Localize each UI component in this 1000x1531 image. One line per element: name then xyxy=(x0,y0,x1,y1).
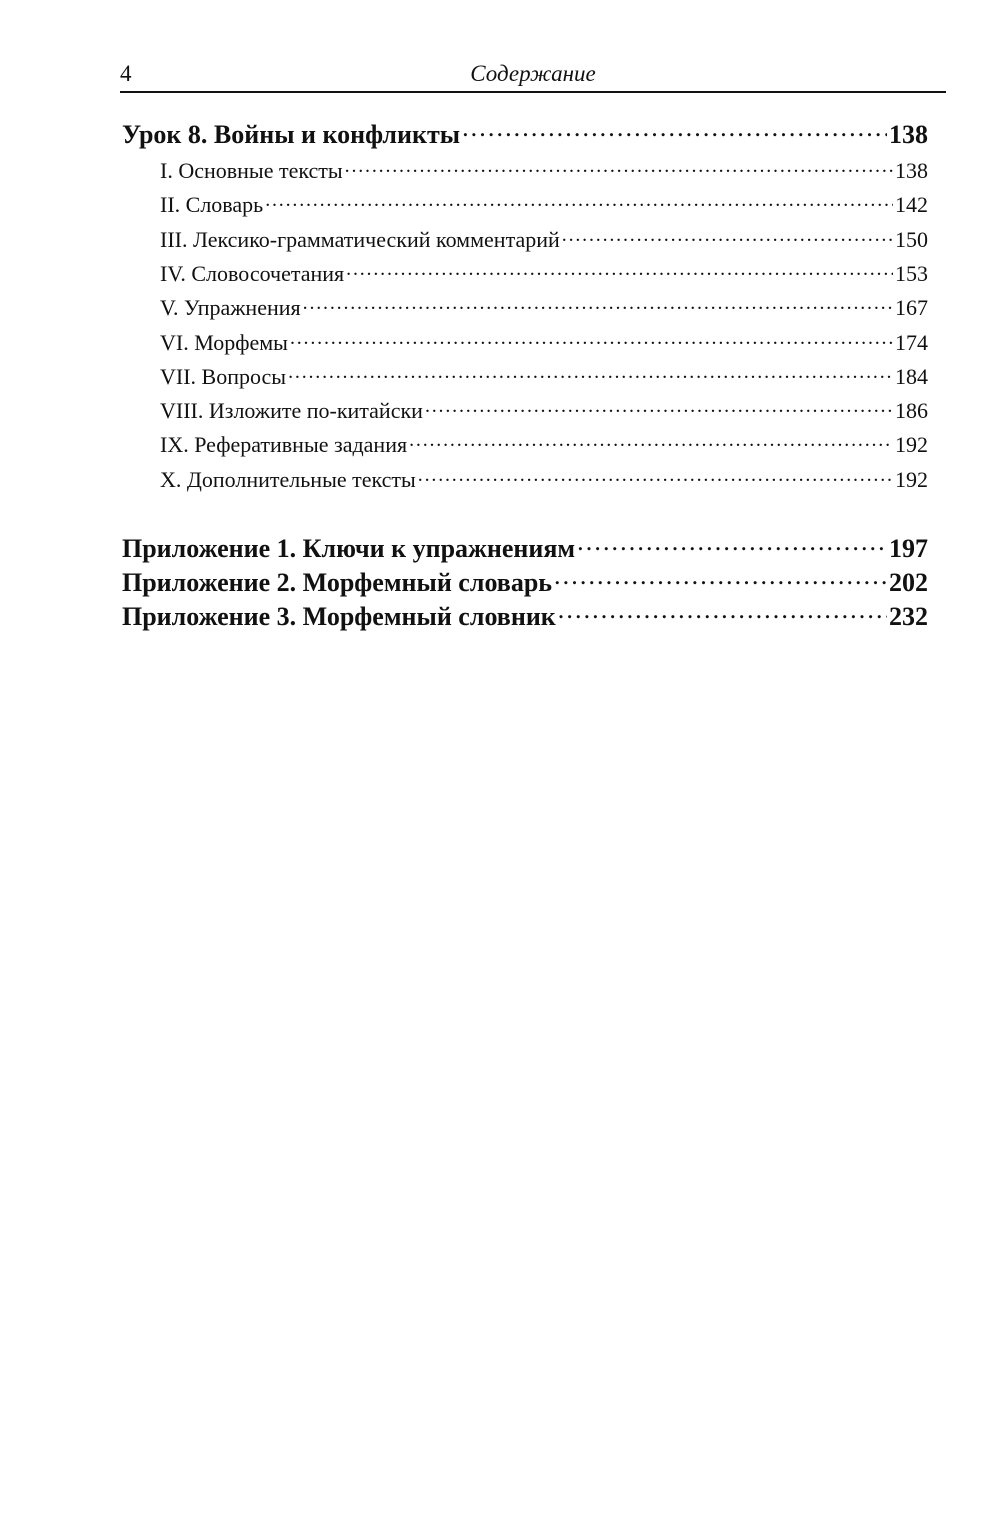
toc-entry-page: 202 xyxy=(889,568,928,597)
toc-section-entry xyxy=(160,396,928,424)
toc-entry-page: 153 xyxy=(895,261,928,286)
toc-entry-label: IX. Реферативные задания xyxy=(160,432,408,457)
dot-leader xyxy=(303,293,893,315)
dot-leader xyxy=(562,225,893,247)
toc-entry-page: 150 xyxy=(895,227,928,252)
toc-appendix-entry xyxy=(122,531,928,564)
header-rule xyxy=(120,91,946,93)
toc-entry-label: I. Основные тексты xyxy=(160,158,343,183)
toc-appendix-entry xyxy=(122,599,928,632)
toc-entry-label: VIII. Изложите по-китайски xyxy=(160,398,423,423)
toc-section-entry xyxy=(160,156,928,184)
toc-entry-page: 142 xyxy=(895,192,928,217)
toc-entry-page: 174 xyxy=(895,330,928,355)
dot-leader xyxy=(554,565,887,591)
toc-entry-label: VI. Морфемы xyxy=(160,330,288,355)
toc-entry-page: 197 xyxy=(889,534,928,563)
toc-section-entry xyxy=(160,362,928,390)
dot-leader xyxy=(418,465,893,487)
toc-entry-page: 186 xyxy=(895,398,928,423)
toc-lesson-entry xyxy=(122,117,928,150)
dot-leader xyxy=(345,156,893,178)
toc-entry-label: IV. Словосочетания xyxy=(160,261,345,286)
toc-section-entry xyxy=(160,293,928,321)
toc-entry-page: 167 xyxy=(895,295,928,320)
dot-leader xyxy=(265,190,893,212)
toc-entry-label: X. Дополнительные тексты xyxy=(160,467,416,492)
dot-leader xyxy=(290,328,893,350)
dot-leader xyxy=(558,599,887,625)
running-header-title: Содержание xyxy=(470,61,596,86)
dot-leader xyxy=(409,430,893,452)
toc-entry-page: 192 xyxy=(895,432,928,457)
toc-section-entry xyxy=(160,430,928,458)
toc-entry-label: II. Словарь xyxy=(160,192,264,217)
toc-entry-page: 138 xyxy=(895,158,928,183)
dot-leader xyxy=(425,396,893,418)
dot-leader xyxy=(462,117,887,143)
toc-entry-page: 184 xyxy=(895,364,928,389)
toc-section-entry xyxy=(160,225,928,253)
toc-entry-page: 232 xyxy=(889,602,928,631)
page-number: 4 xyxy=(120,61,132,86)
toc-entry-label: Урок 8. Войны и конфликты xyxy=(122,120,461,149)
running-header xyxy=(120,60,946,92)
toc-appendix-entry xyxy=(122,565,928,598)
dot-leader xyxy=(288,362,893,384)
toc-entry-label: V. Упражнения xyxy=(160,295,301,320)
toc-section-entry xyxy=(160,259,928,287)
toc-entry-page: 138 xyxy=(889,120,928,149)
toc-entry-label: Приложение 1. Ключи к упражнениям xyxy=(122,534,576,563)
toc-entry-label: III. Лексико-грамматический комментарий xyxy=(160,227,560,252)
toc-section-entry xyxy=(160,328,928,356)
toc-entry-label: VII. Вопросы xyxy=(160,364,287,389)
toc-entry-label: Приложение 2. Морфемный словарь xyxy=(122,568,553,597)
dot-leader xyxy=(577,531,887,557)
toc-section-entry xyxy=(160,190,928,218)
toc-entry-page: 192 xyxy=(895,467,928,492)
toc-section-entry xyxy=(160,465,928,493)
toc-entry-label: Приложение 3. Морфемный словник xyxy=(122,602,556,631)
dot-leader xyxy=(346,259,893,281)
